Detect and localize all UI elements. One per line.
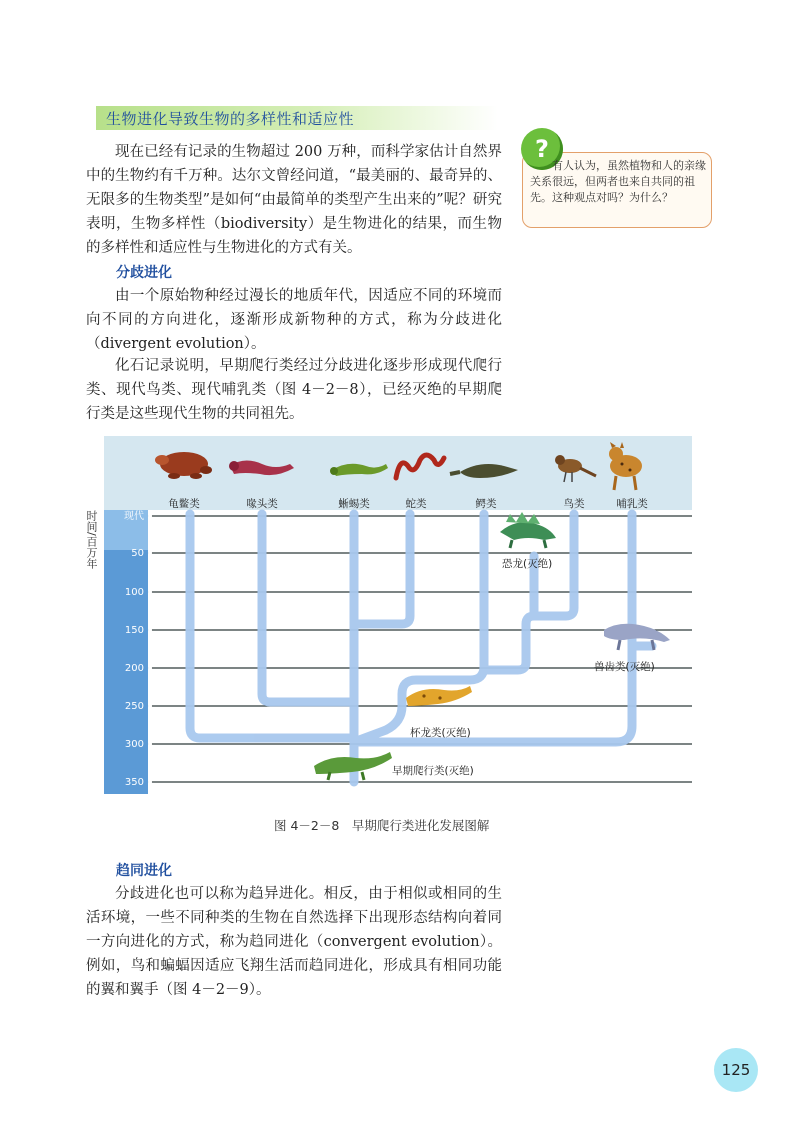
label-therapsids: 兽齿类(灭绝) <box>594 661 655 673</box>
y-axis-label: 时间/百万年 <box>85 510 98 569</box>
label-early-reptiles: 早期爬行类(灭绝) <box>392 765 474 777</box>
tick-label-1: 50 <box>131 548 144 559</box>
question-icon: ? <box>521 128 563 170</box>
paragraph-biodiversity: 现在已经有记录的生物超过 200 万种，而科学家估计自然界中的生物约有千万种。达尔文曾经问道，“最美丽的、最奇异的、无限多的生物类型”是如何“由最简单的类型产生出来的”呢？研究表明，生物多样性（biodiversity）是生物进化的结果，而生物的多样性和适应性与生物进化的方式有关。 <box>86 144 502 256</box>
taxon-label-mammals: 哺乳类 <box>616 498 648 510</box>
taxon-label-lizards: 蜥蜴类 <box>338 498 370 510</box>
evolution-tree-svg <box>104 436 692 794</box>
thinking-note-text: 有人认为，虽然植物和人的亲缘关系很远，但两者也来自共同的祖先。这种观点对吗？为什么？ <box>530 159 706 204</box>
taxon-label-snakes: 蛇类 <box>405 498 427 510</box>
tick-label-7: 350 <box>124 777 144 788</box>
paragraph-convergent: 分歧进化也可以称为趋异进化。相反，由于相似或相同的生活环境，一些不同种类的生物在自然选择下出现形态结构向着同一方向进化的方式，称为趋同进化（convergent evolution）。例如，鸟和蝙蝠因适应飞翔生活而趋同进化，形成具有相同功能的翼和翼手（图 4－2－9）。 <box>86 886 502 998</box>
tick-label-0: 现代 <box>124 511 144 522</box>
paragraph-fossil-record: 化石记录说明，早期爬行类经过分歧进化逐步形成现代爬行类、现代鸟类、现代哺乳类（图 4－2－8），已经灭绝的早期爬行类是这些现代生物的共同祖先。 <box>86 358 502 422</box>
tick-label-2: 100 <box>124 587 144 598</box>
label-thecodonts: 杯龙类(灭绝) <box>410 727 471 739</box>
label-dinosaurs: 恐龙(灭绝) <box>502 558 553 570</box>
paragraph-divergent-definition: 由一个原始物种经过漫长的地质年代，因适应不同的环境而向不同的方向进化，逐渐形成新物种的方式，称为分歧进化（divergent evolution）。 <box>86 288 502 352</box>
subheading-convergent: 趋同进化 <box>116 863 172 879</box>
taxon-label-crocodiles: 鳄类 <box>475 498 497 510</box>
section-title: 生物进化导致生物的多样性和适应性 <box>106 110 355 128</box>
page-number: 125 <box>714 1048 758 1092</box>
evolution-diagram <box>104 436 692 794</box>
tick-label-5: 250 <box>124 701 144 712</box>
tick-label-6: 300 <box>124 739 144 750</box>
taxon-label-turtles: 龟鳖类 <box>168 498 200 510</box>
subheading-divergent: 分歧进化 <box>116 265 172 281</box>
figure-caption: 图 4－2－8 早期爬行类进化发展图解 <box>274 818 490 833</box>
tick-label-3: 150 <box>124 625 144 636</box>
tick-label-4: 200 <box>124 663 144 674</box>
taxon-label-birds: 鸟类 <box>563 498 585 510</box>
taxon-label-rhynchocephalia: 喙头类 <box>246 498 278 510</box>
